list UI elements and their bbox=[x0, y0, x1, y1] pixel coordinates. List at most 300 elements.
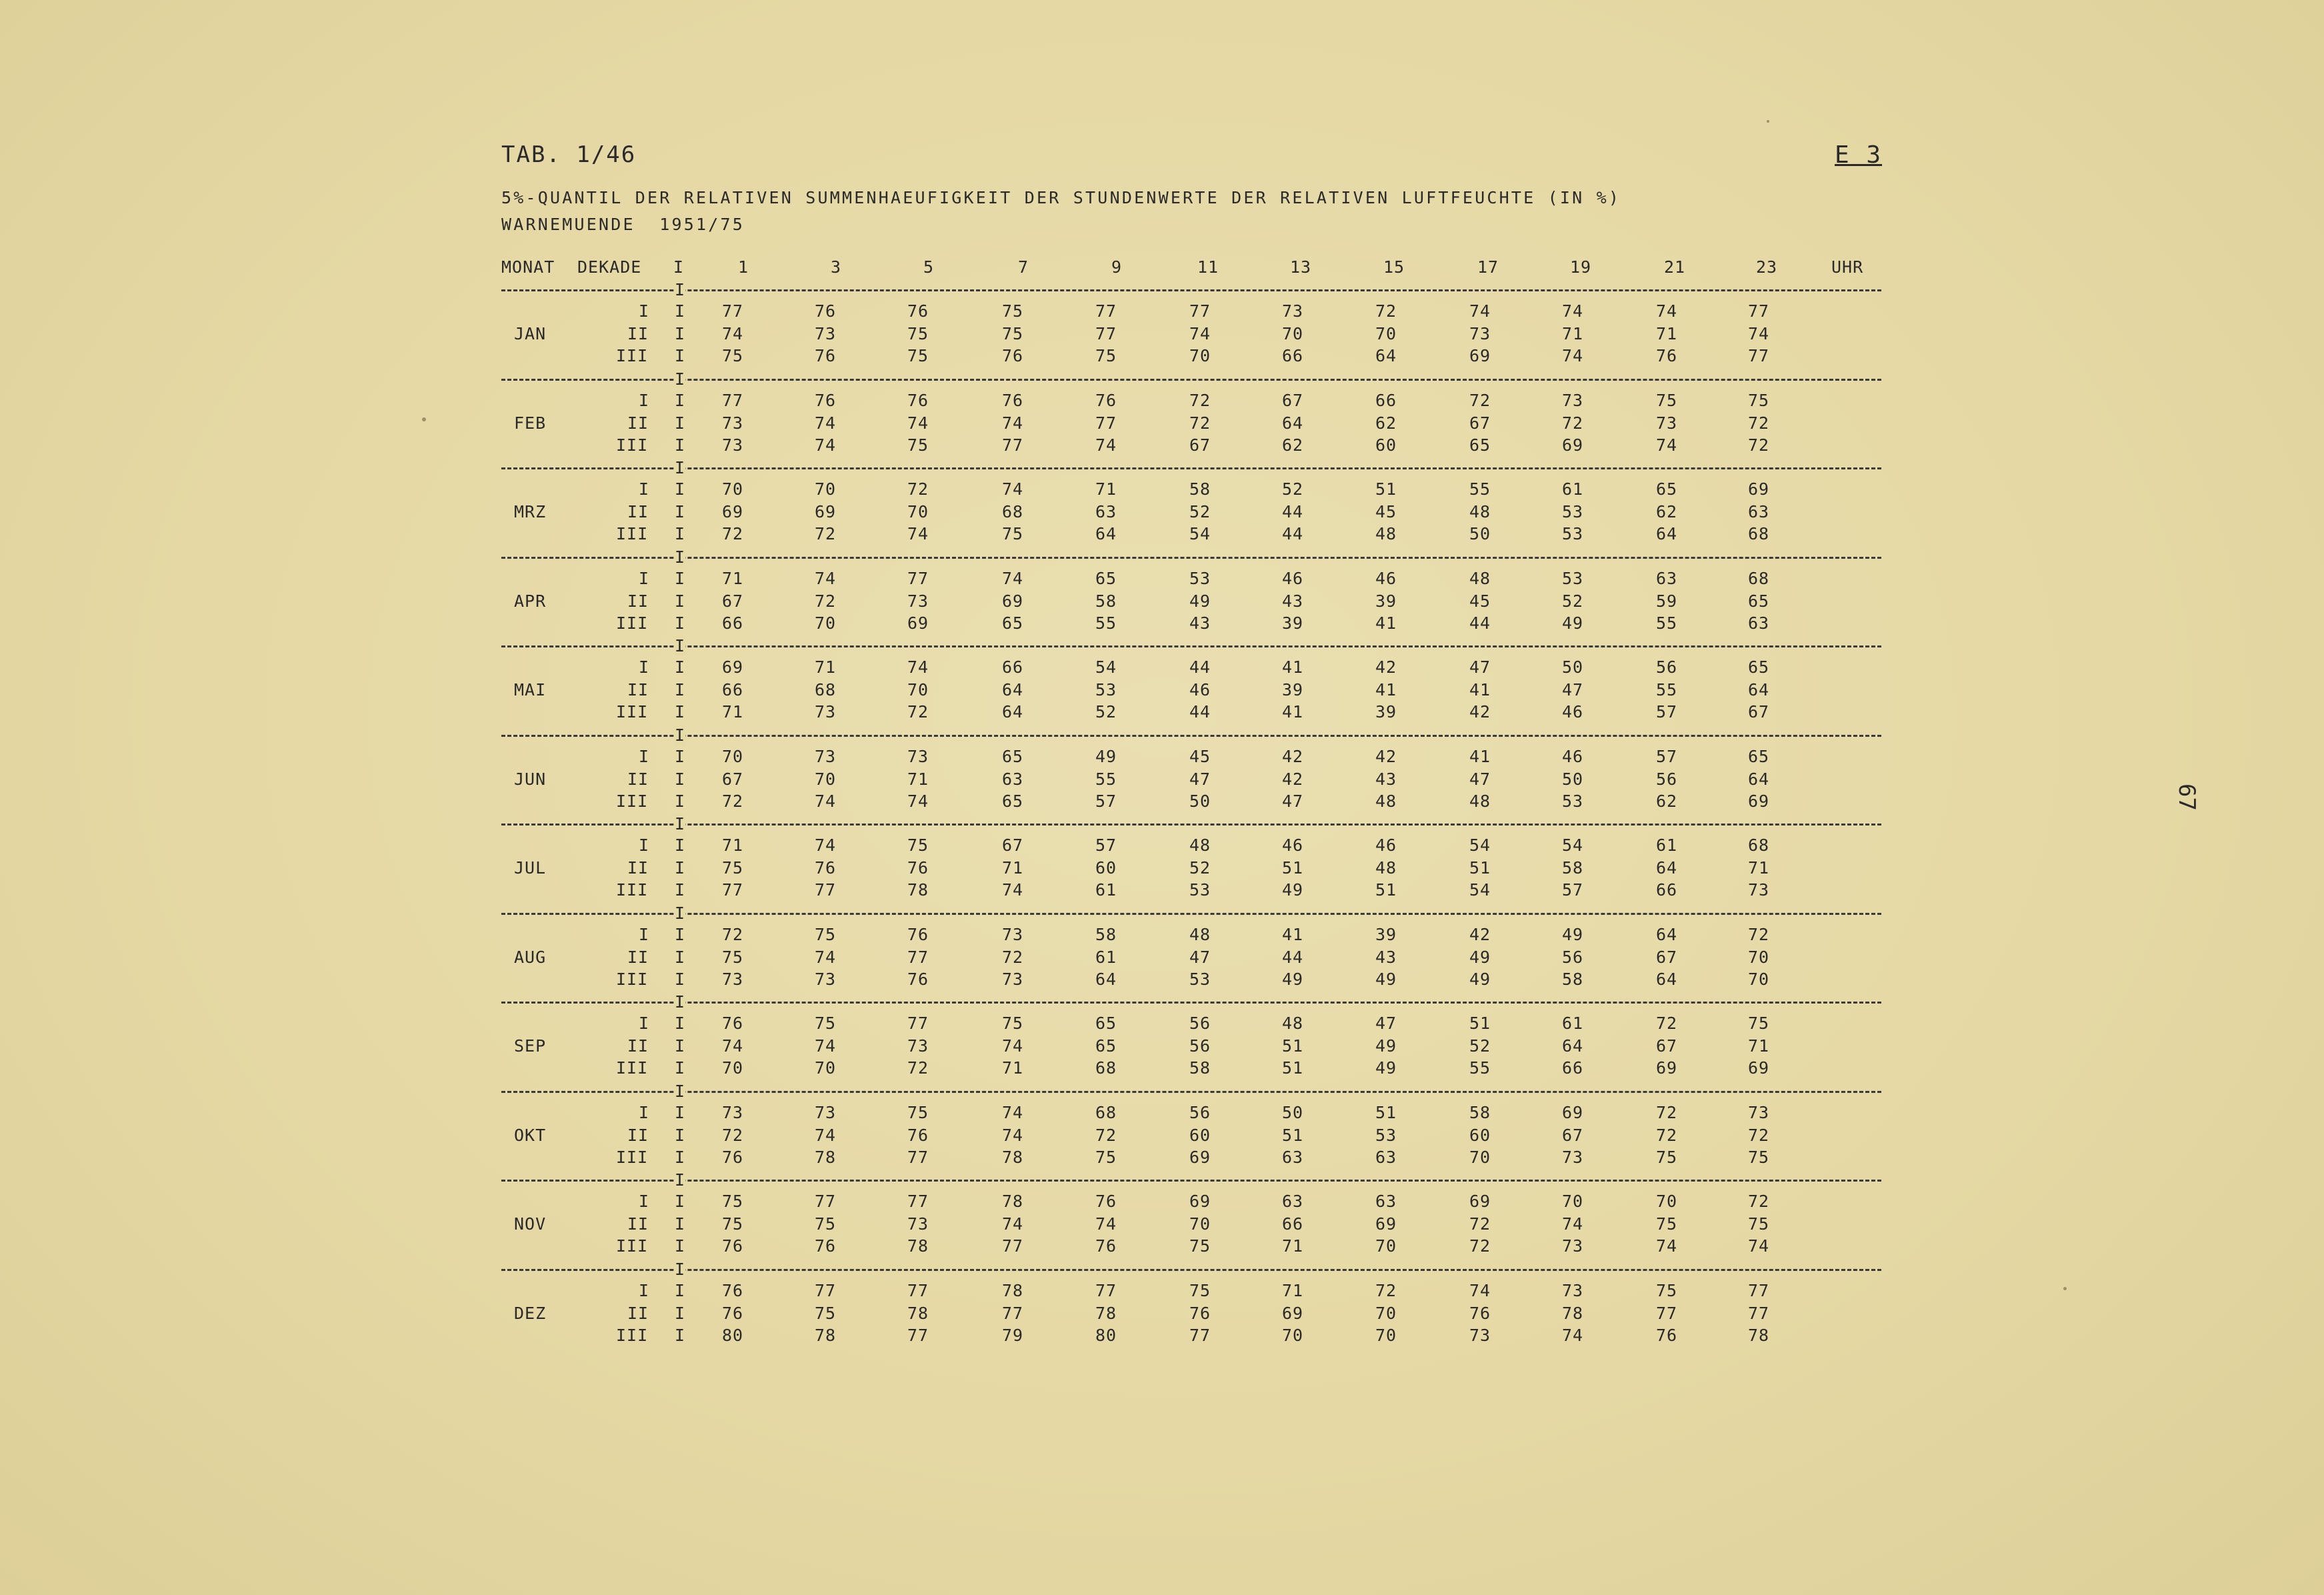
table-cell: 70 bbox=[815, 769, 837, 789]
table-cell: 71 bbox=[907, 769, 929, 789]
table-cell: 41 bbox=[1282, 925, 1304, 944]
column-separator: I bbox=[675, 1236, 686, 1256]
table-cell: 78 bbox=[1562, 1304, 1584, 1323]
table-cell: 74 bbox=[907, 524, 929, 543]
table-cell: 74 bbox=[1002, 569, 1024, 588]
dekade-label: I bbox=[639, 836, 650, 855]
table-cell: 75 bbox=[907, 435, 929, 455]
table-cell: 63 bbox=[1748, 502, 1770, 521]
table-title: 5%-QUANTIL DER RELATIVEN SUMMENHAEUFIGKEIT DER STUNDENWERTE DER RELATIVEN LUFTFEUCHTE (IN %) bbox=[501, 188, 1621, 207]
table-cell: 78 bbox=[815, 1148, 837, 1167]
table-cell: 54 bbox=[1469, 836, 1491, 855]
separator-junction: I bbox=[675, 904, 686, 923]
dekade-label: III bbox=[616, 1326, 649, 1345]
table-cell: 75 bbox=[907, 324, 929, 343]
table-cell: 75 bbox=[1095, 1148, 1117, 1167]
table-cell: 77 bbox=[1002, 1304, 1024, 1323]
table-cell: 48 bbox=[1469, 502, 1491, 521]
column-header-hour: 9 bbox=[1111, 257, 1123, 277]
table-cell: 42 bbox=[1469, 702, 1491, 721]
table-cell: 69 bbox=[1282, 1304, 1304, 1323]
table-cell: 64 bbox=[1095, 970, 1117, 989]
column-separator: I bbox=[675, 836, 686, 855]
table-cell: 74 bbox=[1562, 301, 1584, 321]
table-cell: 77 bbox=[1002, 435, 1024, 455]
table-cell: 60 bbox=[1469, 1126, 1491, 1145]
table-cell: 64 bbox=[1748, 769, 1770, 789]
table-cell: 72 bbox=[1748, 435, 1770, 455]
table-cell: 77 bbox=[907, 569, 929, 588]
column-header-unit: UHR bbox=[1831, 257, 1864, 277]
table-cell: 76 bbox=[815, 301, 837, 321]
table-cell: 66 bbox=[1282, 1214, 1304, 1234]
table-cell: 71 bbox=[722, 702, 744, 721]
table-cell: 76 bbox=[815, 391, 837, 410]
column-header-hour: 13 bbox=[1290, 257, 1312, 277]
column-separator: I bbox=[675, 769, 686, 789]
table-cell: 49 bbox=[1562, 925, 1584, 944]
table-cell: 44 bbox=[1189, 702, 1211, 721]
column-separator: I bbox=[675, 1014, 686, 1033]
table-cell: 74 bbox=[1562, 1214, 1584, 1234]
table-cell: 64 bbox=[1748, 680, 1770, 699]
table-cell: 52 bbox=[1562, 591, 1584, 611]
table-cell: 69 bbox=[1748, 1058, 1770, 1078]
table-cell: 52 bbox=[1469, 1036, 1491, 1056]
table-cell: 75 bbox=[1748, 1214, 1770, 1234]
table-cell: 69 bbox=[1656, 1058, 1678, 1078]
table-cell: 73 bbox=[1469, 1326, 1491, 1345]
table-cell: 57 bbox=[1562, 880, 1584, 900]
table-cell: 72 bbox=[815, 524, 837, 543]
table-cell: 78 bbox=[815, 1326, 837, 1345]
table-cell: 44 bbox=[1282, 502, 1304, 521]
table-cell: 76 bbox=[907, 925, 929, 944]
table-cell: 61 bbox=[1562, 479, 1584, 499]
table-cell: 71 bbox=[1282, 1281, 1304, 1300]
table-cell: 73 bbox=[907, 591, 929, 611]
table-cell: 63 bbox=[1748, 613, 1770, 633]
table-cell: 54 bbox=[1562, 836, 1584, 855]
table-cell: 41 bbox=[1469, 680, 1491, 699]
separator-junction: I bbox=[675, 992, 686, 1012]
table-cell: 75 bbox=[907, 836, 929, 855]
month-label: FEB bbox=[514, 413, 547, 433]
table-cell: 69 bbox=[907, 613, 929, 633]
table-cell: 74 bbox=[1002, 1126, 1024, 1145]
table-cell: 47 bbox=[1189, 948, 1211, 967]
table-cell: 77 bbox=[907, 1326, 929, 1345]
table-cell: 77 bbox=[1656, 1304, 1678, 1323]
table-cell: 70 bbox=[1375, 1236, 1397, 1256]
dekade-label: I bbox=[639, 569, 650, 588]
table-cell: 74 bbox=[1002, 1103, 1024, 1122]
month-label: NOV bbox=[514, 1214, 547, 1234]
column-header-hour: 21 bbox=[1664, 257, 1686, 277]
table-cell: 44 bbox=[1469, 613, 1491, 633]
column-header-dekade: DEKADE bbox=[577, 257, 642, 277]
table-cell: 55 bbox=[1095, 769, 1117, 789]
column-header-hour: 15 bbox=[1383, 257, 1405, 277]
table-cell: 56 bbox=[1656, 657, 1678, 677]
table-cell: 77 bbox=[1095, 324, 1117, 343]
table-cell: 70 bbox=[722, 479, 744, 499]
column-header-month: MONAT bbox=[501, 257, 555, 277]
table-cell: 51 bbox=[1282, 858, 1304, 878]
table-cell: 52 bbox=[1282, 479, 1304, 499]
table-cell: 75 bbox=[722, 948, 744, 967]
column-separator: I bbox=[675, 324, 686, 343]
table-cell: 75 bbox=[1656, 391, 1678, 410]
table-cell: 77 bbox=[907, 1281, 929, 1300]
table-cell: 69 bbox=[1375, 1214, 1397, 1234]
table-cell: 75 bbox=[1748, 391, 1770, 410]
table-cell: 58 bbox=[1095, 591, 1117, 611]
table-cell: 75 bbox=[815, 925, 837, 944]
table-cell: 49 bbox=[1282, 880, 1304, 900]
table-cell: 49 bbox=[1189, 591, 1211, 611]
row-separator bbox=[501, 824, 1881, 826]
table-cell: 51 bbox=[1282, 1126, 1304, 1145]
table-cell: 63 bbox=[1282, 1148, 1304, 1167]
table-cell: 76 bbox=[1095, 1236, 1117, 1256]
table-cell: 74 bbox=[815, 569, 837, 588]
table-cell: 70 bbox=[1375, 1304, 1397, 1323]
table-cell: 69 bbox=[1469, 346, 1491, 365]
table-cell: 67 bbox=[1656, 948, 1678, 967]
page-number: 67 bbox=[2173, 783, 2200, 811]
table-cell: 75 bbox=[1002, 524, 1024, 543]
table-cell: 57 bbox=[1656, 747, 1678, 766]
table-cell: 43 bbox=[1375, 769, 1397, 789]
separator-junction: I bbox=[675, 636, 686, 655]
separator-junction: I bbox=[675, 1082, 686, 1101]
table-cell: 77 bbox=[1189, 301, 1211, 321]
table-cell: 51 bbox=[1282, 1036, 1304, 1056]
table-cell: 71 bbox=[722, 836, 744, 855]
month-label: JAN bbox=[514, 324, 547, 343]
column-header-hour: 11 bbox=[1197, 257, 1219, 277]
table-cell: 52 bbox=[1095, 702, 1117, 721]
table-cell: 48 bbox=[1469, 569, 1491, 588]
table-cell: 52 bbox=[1189, 858, 1211, 878]
table-cell: 71 bbox=[1002, 858, 1024, 878]
table-cell: 72 bbox=[722, 1126, 744, 1145]
table-cell: 67 bbox=[1562, 1126, 1584, 1145]
table-cell: 44 bbox=[1282, 524, 1304, 543]
table-cell: 75 bbox=[722, 346, 744, 365]
table-cell: 46 bbox=[1375, 569, 1397, 588]
month-label: MRZ bbox=[514, 502, 547, 521]
table-cell: 47 bbox=[1189, 769, 1211, 789]
table-cell: 75 bbox=[1189, 1236, 1211, 1256]
table-cell: 74 bbox=[722, 1036, 744, 1056]
dekade-label: II bbox=[627, 769, 649, 789]
table-cell: 66 bbox=[722, 680, 744, 699]
table-cell: 76 bbox=[1656, 346, 1678, 365]
table-cell: 57 bbox=[1656, 702, 1678, 721]
table-cell: 51 bbox=[1282, 1058, 1304, 1078]
table-cell: 64 bbox=[1002, 680, 1024, 699]
dekade-label: III bbox=[616, 435, 649, 455]
table-cell: 48 bbox=[1282, 1014, 1304, 1033]
station-period: WARNEMUENDE 1951/75 bbox=[501, 215, 745, 234]
month-label: JUL bbox=[514, 858, 547, 878]
table-cell: 69 bbox=[1748, 791, 1770, 811]
table-cell: 75 bbox=[722, 858, 744, 878]
table-cell: 58 bbox=[1562, 858, 1584, 878]
table-cell: 71 bbox=[1656, 324, 1678, 343]
dekade-label: III bbox=[616, 791, 649, 811]
table-cell: 74 bbox=[1469, 301, 1491, 321]
table-cell: 77 bbox=[1002, 1236, 1024, 1256]
table-cell: 68 bbox=[815, 680, 837, 699]
separator-junction: I bbox=[675, 547, 686, 567]
table-cell: 69 bbox=[1748, 479, 1770, 499]
table-cell: 78 bbox=[1002, 1192, 1024, 1211]
table-cell: 43 bbox=[1189, 613, 1211, 633]
table-cell: 77 bbox=[1748, 1281, 1770, 1300]
table-cell: 68 bbox=[1748, 836, 1770, 855]
table-cell: 51 bbox=[1375, 1103, 1397, 1122]
table-cell: 46 bbox=[1282, 836, 1304, 855]
paper-speck bbox=[1767, 120, 1769, 123]
dekade-label: II bbox=[627, 1214, 649, 1234]
table-cell: 73 bbox=[1002, 970, 1024, 989]
table-cell: 75 bbox=[1748, 1014, 1770, 1033]
table-cell: 76 bbox=[1469, 1304, 1491, 1323]
table-cell: 76 bbox=[722, 1304, 744, 1323]
table-cell: 77 bbox=[1095, 301, 1117, 321]
table-cell: 48 bbox=[1375, 791, 1397, 811]
table-cell: 57 bbox=[1095, 836, 1117, 855]
table-cell: 76 bbox=[722, 1148, 744, 1167]
table-cell: 73 bbox=[1562, 391, 1584, 410]
table-cell: 48 bbox=[1189, 836, 1211, 855]
table-cell: 74 bbox=[1748, 1236, 1770, 1256]
table-cell: 63 bbox=[1656, 569, 1678, 588]
month-label: OKT bbox=[514, 1126, 547, 1145]
table-cell: 73 bbox=[722, 1103, 744, 1122]
table-cell: 58 bbox=[1095, 925, 1117, 944]
table-cell: 74 bbox=[1002, 1036, 1024, 1056]
table-cell: 67 bbox=[1656, 1036, 1678, 1056]
table-cell: 72 bbox=[1002, 948, 1024, 967]
column-separator: I bbox=[675, 858, 686, 878]
table-cell: 76 bbox=[722, 1236, 744, 1256]
table-cell: 61 bbox=[1095, 948, 1117, 967]
row-separator bbox=[501, 735, 1881, 737]
table-cell: 72 bbox=[1656, 1126, 1678, 1145]
table-cell: 72 bbox=[1656, 1103, 1678, 1122]
table-cell: 65 bbox=[1748, 591, 1770, 611]
dekade-label: II bbox=[627, 948, 649, 967]
table-cell: 55 bbox=[1656, 613, 1678, 633]
table-cell: 64 bbox=[1656, 858, 1678, 878]
table-cell: 71 bbox=[815, 657, 837, 677]
table-cell: 70 bbox=[815, 613, 837, 633]
table-cell: 49 bbox=[1375, 970, 1397, 989]
table-cell: 53 bbox=[1189, 880, 1211, 900]
table-cell: 39 bbox=[1375, 925, 1397, 944]
table-cell: 46 bbox=[1375, 836, 1397, 855]
table-cell: 65 bbox=[1002, 747, 1024, 766]
table-cell: 74 bbox=[722, 324, 744, 343]
table-cell: 71 bbox=[1282, 1236, 1304, 1256]
dekade-label: II bbox=[627, 324, 649, 343]
table-cell: 39 bbox=[1375, 702, 1397, 721]
table-cell: 65 bbox=[1469, 435, 1491, 455]
table-cell: 75 bbox=[1748, 1148, 1770, 1167]
table-cell: 67 bbox=[1469, 413, 1491, 433]
table-cell: 73 bbox=[1282, 301, 1304, 321]
table-cell: 71 bbox=[1095, 479, 1117, 499]
table-cell: 73 bbox=[1562, 1236, 1584, 1256]
table-cell: 71 bbox=[1002, 1058, 1024, 1078]
dekade-label: I bbox=[639, 1192, 650, 1211]
column-separator: I bbox=[675, 657, 686, 677]
table-cell: 44 bbox=[1189, 657, 1211, 677]
table-cell: 64 bbox=[1656, 970, 1678, 989]
table-cell: 75 bbox=[1189, 1281, 1211, 1300]
table-cell: 78 bbox=[1748, 1326, 1770, 1345]
table-cell: 69 bbox=[1189, 1192, 1211, 1211]
dekade-label: I bbox=[639, 1103, 650, 1122]
table-cell: 53 bbox=[1095, 680, 1117, 699]
table-cell: 42 bbox=[1282, 747, 1304, 766]
table-cell: 77 bbox=[722, 880, 744, 900]
table-cell: 77 bbox=[1095, 413, 1117, 433]
table-cell: 53 bbox=[1189, 970, 1211, 989]
table-cell: 74 bbox=[1562, 1326, 1584, 1345]
dekade-label: II bbox=[627, 858, 649, 878]
column-header-hour: 5 bbox=[923, 257, 935, 277]
table-cell: 74 bbox=[1002, 479, 1024, 499]
table-cell: 49 bbox=[1469, 948, 1491, 967]
dekade-label: II bbox=[627, 502, 649, 521]
table-cell: 48 bbox=[1189, 925, 1211, 944]
table-cell: 77 bbox=[1748, 1304, 1770, 1323]
table-cell: 50 bbox=[1189, 791, 1211, 811]
table-cell: 66 bbox=[1656, 880, 1678, 900]
table-cell: 74 bbox=[1656, 301, 1678, 321]
table-cell: 49 bbox=[1375, 1058, 1397, 1078]
table-cell: 64 bbox=[1562, 1036, 1584, 1056]
column-header-hour: 19 bbox=[1570, 257, 1592, 277]
table-cell: 72 bbox=[907, 1058, 929, 1078]
table-cell: 76 bbox=[815, 1236, 837, 1256]
table-cell: 58 bbox=[1562, 970, 1584, 989]
table-cell: 80 bbox=[1095, 1326, 1117, 1345]
column-header-hour: 17 bbox=[1477, 257, 1499, 277]
dekade-label: I bbox=[639, 1014, 650, 1033]
table-cell: 75 bbox=[722, 1214, 744, 1234]
table-cell: 49 bbox=[1469, 970, 1491, 989]
table-cell: 77 bbox=[1189, 1326, 1211, 1345]
table-cell: 70 bbox=[1282, 1326, 1304, 1345]
separator-junction: I bbox=[675, 1170, 686, 1190]
table-cell: 56 bbox=[1189, 1014, 1211, 1033]
column-separator: I bbox=[675, 1281, 686, 1300]
table-cell: 74 bbox=[815, 1036, 837, 1056]
table-cell: 74 bbox=[1095, 1214, 1117, 1234]
table-cell: 56 bbox=[1562, 948, 1584, 967]
table-cell: 72 bbox=[1562, 413, 1584, 433]
table-cell: 64 bbox=[1095, 524, 1117, 543]
table-cell: 77 bbox=[1748, 346, 1770, 365]
table-cell: 47 bbox=[1282, 791, 1304, 811]
table-cell: 74 bbox=[1002, 880, 1024, 900]
column-separator: I bbox=[675, 479, 686, 499]
column-separator: I bbox=[675, 970, 686, 989]
table-cell: 76 bbox=[815, 346, 837, 365]
table-cell: 66 bbox=[1562, 1058, 1584, 1078]
table-cell: 73 bbox=[1562, 1281, 1584, 1300]
table-cell: 39 bbox=[1282, 680, 1304, 699]
dekade-label: I bbox=[639, 925, 650, 944]
table-cell: 69 bbox=[1469, 1192, 1491, 1211]
table-cell: 75 bbox=[1095, 346, 1117, 365]
table-cell: 70 bbox=[1562, 1192, 1584, 1211]
table-cell: 63 bbox=[1002, 769, 1024, 789]
row-separator bbox=[501, 379, 1881, 381]
table-cell: 76 bbox=[907, 970, 929, 989]
table-cell: 75 bbox=[815, 1014, 837, 1033]
table-cell: 43 bbox=[1375, 948, 1397, 967]
table-cell: 76 bbox=[1189, 1304, 1211, 1323]
column-separator: I bbox=[675, 413, 686, 433]
table-cell: 71 bbox=[1748, 858, 1770, 878]
separator-junction: I bbox=[675, 814, 686, 834]
table-cell: 50 bbox=[1282, 1103, 1304, 1122]
dekade-label: II bbox=[627, 1304, 649, 1323]
table-cell: 42 bbox=[1282, 769, 1304, 789]
table-cell: 49 bbox=[1282, 970, 1304, 989]
table-cell: 74 bbox=[1095, 435, 1117, 455]
table-cell: 76 bbox=[1002, 346, 1024, 365]
table-cell: 66 bbox=[722, 613, 744, 633]
table-cell: 53 bbox=[1562, 502, 1584, 521]
table-cell: 74 bbox=[907, 657, 929, 677]
table-cell: 52 bbox=[1189, 502, 1211, 521]
table-cell: 41 bbox=[1375, 680, 1397, 699]
table-cell: 72 bbox=[1469, 1214, 1491, 1234]
table-cell: 66 bbox=[1002, 657, 1024, 677]
table-cell: 74 bbox=[815, 1126, 837, 1145]
table-cell: 74 bbox=[1189, 324, 1211, 343]
dekade-label: I bbox=[639, 391, 650, 410]
table-cell: 67 bbox=[1002, 836, 1024, 855]
table-cell: 48 bbox=[1375, 524, 1397, 543]
table-cell: 75 bbox=[815, 1214, 837, 1234]
table-cell: 53 bbox=[1189, 569, 1211, 588]
table-cell: 72 bbox=[907, 702, 929, 721]
separator-junction: I bbox=[675, 725, 686, 745]
table-cell: 73 bbox=[722, 435, 744, 455]
table-cell: 72 bbox=[1375, 301, 1397, 321]
table-cell: 72 bbox=[1748, 925, 1770, 944]
table-cell: 65 bbox=[1002, 791, 1024, 811]
table-cell: 71 bbox=[722, 569, 744, 588]
table-cell: 67 bbox=[1748, 702, 1770, 721]
table-cell: 64 bbox=[1002, 702, 1024, 721]
table-cell: 76 bbox=[1095, 1192, 1117, 1211]
column-separator: I bbox=[675, 435, 686, 455]
table-cell: 78 bbox=[1002, 1148, 1024, 1167]
table-cell: 60 bbox=[1095, 858, 1117, 878]
table-cell: 77 bbox=[722, 391, 744, 410]
table-cell: 73 bbox=[815, 1103, 837, 1122]
